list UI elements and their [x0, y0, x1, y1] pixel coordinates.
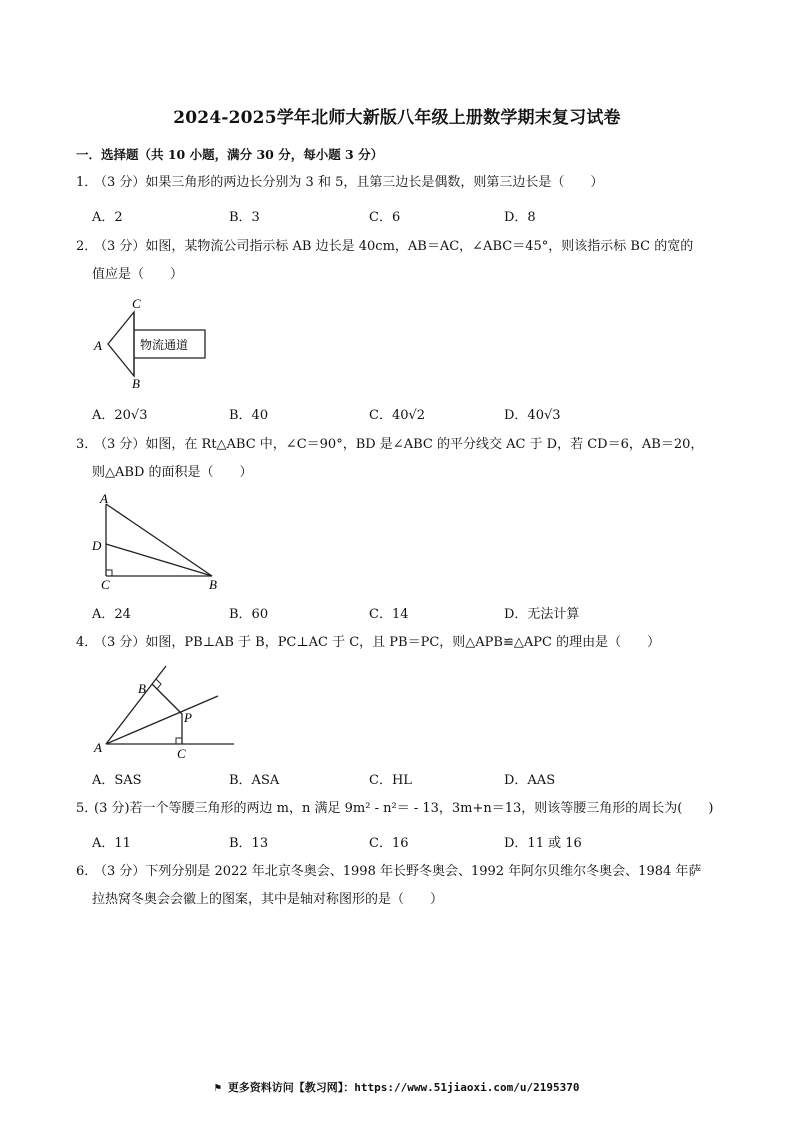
label-c: C [132, 298, 141, 311]
question-1 [76, 173, 724, 193]
label-p: P [184, 710, 192, 725]
footer [0, 1079, 794, 1095]
label-a: A [94, 338, 102, 353]
label-b: B [138, 681, 146, 696]
option-d[interactable]: D．无法计算 [504, 607, 580, 622]
question-number: 6． [76, 864, 98, 879]
flag-icon: ⚑ [214, 1081, 222, 1094]
section-heading: 一．选择题（共 10 小题，满分 30 分，每小题 3 分） [76, 147, 384, 162]
option-a[interactable]: A．20√3 [92, 408, 148, 423]
question-number: 5． [76, 801, 98, 816]
option-b[interactable]: B．13 [229, 836, 269, 851]
label-c: C [101, 577, 110, 592]
question-number: 1． [76, 175, 98, 190]
option-c[interactable]: C．40√2 [369, 408, 426, 423]
question-text: （3 分）如图，在 Rt△ABC 中，∠C＝90°，BD 是∠ABC 的平分线交 AC 于 D，若 CD＝6，AB＝20， [94, 437, 704, 452]
question-number: 3． [76, 437, 98, 452]
option-d[interactable]: D．40√3 [504, 408, 561, 423]
option-b[interactable]: B．60 [229, 607, 269, 622]
option-d[interactable]: D．AAS [504, 773, 556, 788]
label-b: B [209, 577, 217, 592]
question-number: 2． [76, 239, 98, 254]
question-text: （3 分）如果三角形的两边长分别为 3 和 5，且第三边长是偶数，则第三边长是（ ） [94, 175, 604, 190]
option-a[interactable]: A．2 [92, 210, 123, 225]
figure-q2 [90, 298, 215, 390]
question-2 [76, 237, 724, 285]
question-4 [76, 633, 724, 653]
option-c[interactable]: C．16 [369, 836, 409, 851]
question-6 [76, 862, 724, 910]
question-text-cont: 值应是（ ） [92, 267, 184, 282]
question-text: （3 分）如图，某物流公司指示标 AB 边长是 40cm，AB＝AC，∠ABC＝45°，则该指示标 BC 的宽的 [94, 239, 694, 254]
option-b[interactable]: B．ASA [229, 773, 280, 788]
figure-q3 [88, 494, 228, 592]
question-text-cont: 拉热窝冬奥会会徽上的图案，其中是轴对称图形的是（ ） [92, 892, 444, 907]
figure-q4 [90, 662, 240, 760]
option-d[interactable]: D．8 [504, 210, 536, 225]
question-text-cont: 则△ABD 的面积是（ ） [92, 465, 253, 480]
question-number: 4． [76, 635, 98, 650]
option-d[interactable]: D．11 或 16 [504, 836, 582, 851]
question-5 [76, 799, 724, 819]
option-c[interactable]: C．HL [369, 773, 412, 788]
page-title: 2024-2025学年北师大新版八年级上册数学期末复习试卷 [173, 108, 621, 128]
option-a[interactable]: A．11 [92, 836, 131, 851]
label-c: C [177, 746, 186, 760]
label-a: A [94, 740, 102, 755]
question-3 [76, 435, 724, 483]
option-b[interactable]: B．40 [229, 408, 269, 423]
label-a: A [100, 494, 108, 506]
label-d: D [92, 538, 102, 553]
option-b[interactable]: B．3 [229, 210, 260, 225]
footer-link[interactable]: 更多资料访问【教习网】：https://www.51jiaoxi.com/u/2195370 [227, 1081, 580, 1094]
option-a[interactable]: A．24 [92, 607, 131, 622]
option-c[interactable]: C．14 [369, 607, 409, 622]
sign-text: 物流通道 [140, 338, 189, 352]
option-a[interactable]: A．SAS [92, 773, 142, 788]
label-b: B [132, 376, 140, 390]
question-text: （3 分）下列分别是 2022 年北京冬奥会、1998 年长野冬奥会、1992 年阿尔贝维尔冬奥会、1984 年萨 [94, 864, 702, 879]
question-text: (3 分)若一个等腰三角形的两边 m，n 满足 9m² - n²＝ - 13，3m+n＝13，则该等腰三角形的周长为( ) [94, 801, 714, 816]
option-c[interactable]: C．6 [369, 210, 401, 225]
question-text: （3 分）如图，PB⊥AB 于 B，PC⊥AC 于 C，且 PB＝PC，则△APB≌△APC 的理由是（ ） [94, 635, 661, 650]
